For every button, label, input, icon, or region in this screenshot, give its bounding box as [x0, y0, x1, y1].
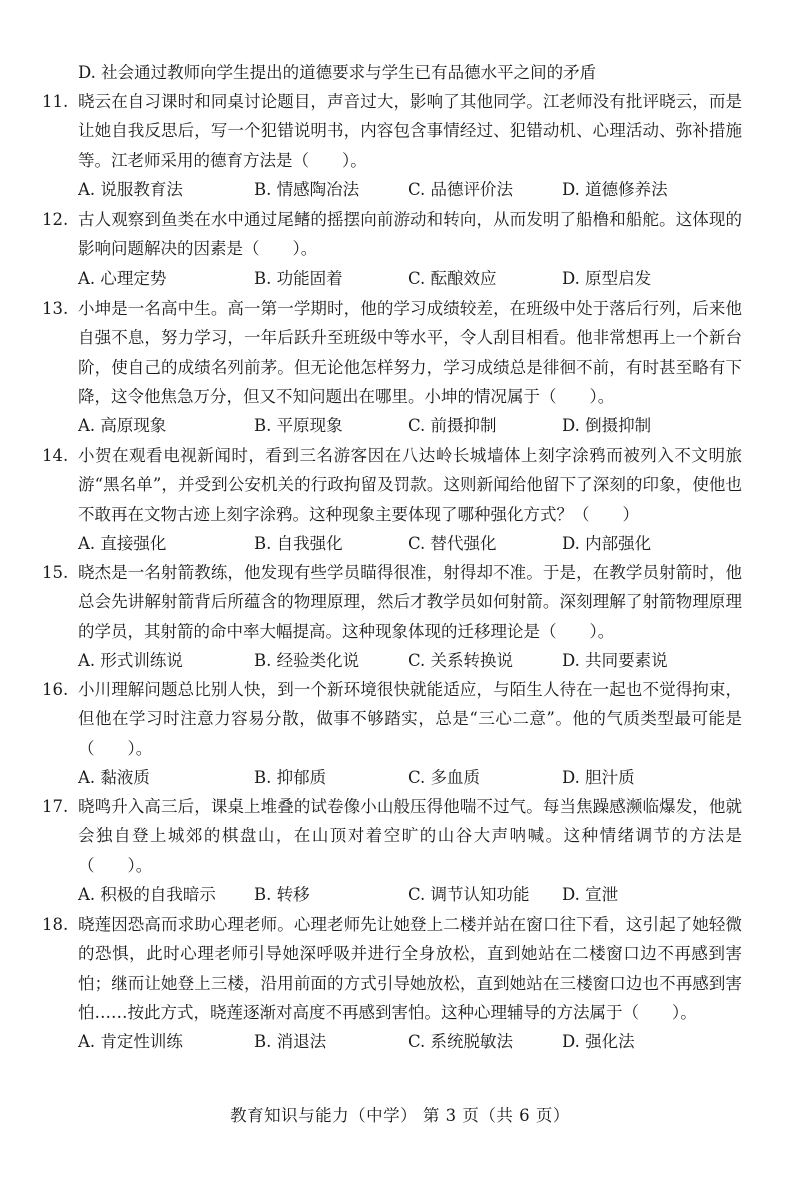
- question-options: [78, 264, 742, 293]
- question-options: [78, 529, 742, 558]
- previous-question-option-d: D. 社会通过教师向学生提出的道德要求与学生已有品德水平之间的矛盾: [78, 63, 597, 82]
- option-b: B. 平原现象: [254, 416, 343, 436]
- question-options: [78, 411, 742, 440]
- option-d: D. 倒摄抑制: [562, 416, 652, 436]
- option-a: A. 黏液质: [78, 767, 150, 787]
- page-footer: 教育知识与能力（中学） 第 3 页（共 6 页）: [230, 1106, 570, 1125]
- question-14: [42, 441, 742, 558]
- question-options: [78, 175, 742, 204]
- question-stem: 晓云在自习课时和同桌讨论题目，声音过大，影响了其他同学。江老师没有批评晓云，而是让她自我反思后，写一个犯错说明书，内容包含事情经过、犯错动机、心理活动、弥补措施等。江老师采用的德育方法是（ ）。: [78, 92, 742, 170]
- question-stem: 晓鸣升入高三后，课桌上堆叠的试卷像小山般压得他喘不过气。每当焦躁感濒临爆发，他就会独自登上城郊的棋盘山，在山顶对着空旷的山谷大声呐喊。这种情绪调节的方法是（ ）。: [78, 797, 742, 875]
- question-stem: 古人观察到鱼类在水中通过尾鳍的摇摆向前游动和转向，从而发明了船橹和船舵。这体现的影响问题解决的因素是（ ）。: [78, 210, 742, 259]
- option-c: C. 替代强化: [408, 533, 497, 553]
- question-number: 17.: [42, 797, 69, 816]
- question-18: [42, 910, 742, 1056]
- question-number: 14.: [42, 446, 69, 465]
- option-d: D. 胆汁质: [562, 767, 635, 787]
- option-c: C. 关系转换说: [408, 650, 514, 670]
- question-options: [78, 880, 742, 909]
- question-number: 12.: [42, 210, 69, 229]
- option-a: A. 说服教育法: [78, 179, 183, 199]
- question-options: [78, 1027, 742, 1056]
- question-16: [42, 675, 742, 792]
- question-number: 11.: [42, 92, 69, 111]
- option-b: B. 功能固着: [254, 268, 343, 288]
- question-stem: 晓杰是一名射箭教练，他发现有些学员瞄得很准，射得却不准。于是，在教学员射箭时，他总会先讲解射箭背后所蕴含的物理原理，然后才教学员如何射箭。深刻理解了射箭物理原理的学员，其射箭的命中率大幅提高。这种现象体现的迁移理论是（ ）。: [78, 563, 742, 641]
- question-stem: 小贺在观看电视新闻时，看到三名游客因在八达岭长城墙体上刻字涂鸦而被列入不文明旅游“黑名单”，并受到公安机关的行政拘留及罚款。这则新闻给他留下了深刻的印象，使他也不敢再在文物古迹上刻字涂鸦。这种现象主要体现了哪种强化方式？（ ）: [78, 446, 742, 524]
- option-c: C. 系统脱敏法: [408, 1032, 514, 1052]
- option-a: A. 直接强化: [78, 533, 167, 553]
- option-b: B. 自我强化: [254, 533, 343, 553]
- question-13: [42, 294, 742, 440]
- option-b: B. 转移: [254, 884, 310, 904]
- option-d: D. 共同要素说: [562, 650, 668, 670]
- question-number: 13.: [42, 299, 69, 318]
- option-d: D. 强化法: [562, 1032, 635, 1052]
- question-number: 16.: [42, 680, 69, 699]
- option-b: B. 抑郁质: [254, 767, 327, 787]
- question-17: [42, 792, 742, 909]
- option-d: D. 道德修养法: [562, 179, 668, 199]
- question-12: [42, 205, 742, 293]
- question-11: [42, 87, 742, 204]
- option-d: D. 内部强化: [562, 533, 652, 553]
- option-a: A. 肯定性训练: [78, 1032, 183, 1052]
- option-d: D. 原型启发: [562, 268, 652, 288]
- question-stem: 小坤是一名高中生。高一第一学期时，他的学习成绩较差，在班级中处于落后行列，后来他自强不息，努力学习，一年后跃升至班级中等水平，令人刮目相看。他非常想再上一个新台阶，使自己的成绩名列前茅。但无论他怎样努力，学习成绩总是徘徊不前，有时甚至略有下降，这令他焦急万分，但又不知问题出在哪里。小坤的情况属于（ ）。: [78, 299, 742, 406]
- option-c: C. 酝酿效应: [408, 268, 497, 288]
- option-c: C. 前摄抑制: [408, 416, 497, 436]
- question-stem: 小川理解问题总比别人快，到一个新环境很快就能适应，与陌生人待在一起也不觉得拘束，但他在学习时注意力容易分散，做事不够踏实，总是“三心二意”。他的气质类型最可能是（ ）。: [78, 680, 742, 758]
- question-stem: 晓莲因恐高而求助心理老师。心理老师先让她登上二楼并站在窗口往下看，这引起了她轻微的恐惧，此时心理老师引导她深呼吸并进行全身放松，直到她站在二楼窗口边不再感到害怕；继而让她登上三楼，沿用前面的方式引导她放松，直到她站在三楼窗口边也不再感到害怕……按此方式，晓莲逐渐对高度不再感到害怕。这种心理辅导的方法属于（ ）。: [78, 915, 742, 1022]
- option-a: A. 积极的自我暗示: [78, 884, 216, 904]
- option-c: C. 品德评价法: [408, 179, 514, 199]
- question-number: 15.: [42, 563, 69, 582]
- question-options: [78, 646, 742, 675]
- question-number: 18.: [42, 915, 69, 934]
- question-options: [78, 763, 742, 792]
- question-15: [42, 558, 742, 675]
- option-a: A. 形式训练说: [78, 650, 183, 670]
- option-b: B. 消退法: [254, 1032, 327, 1052]
- option-d: D. 宣泄: [562, 884, 619, 904]
- option-b: B. 经验类化说: [254, 650, 360, 670]
- option-c: C. 调节认知功能: [408, 884, 530, 904]
- option-c: C. 多血质: [408, 767, 481, 787]
- option-a: A. 心理定势: [78, 268, 167, 288]
- option-a: A. 高原现象: [78, 416, 167, 436]
- option-b: B. 情感陶冶法: [254, 179, 360, 199]
